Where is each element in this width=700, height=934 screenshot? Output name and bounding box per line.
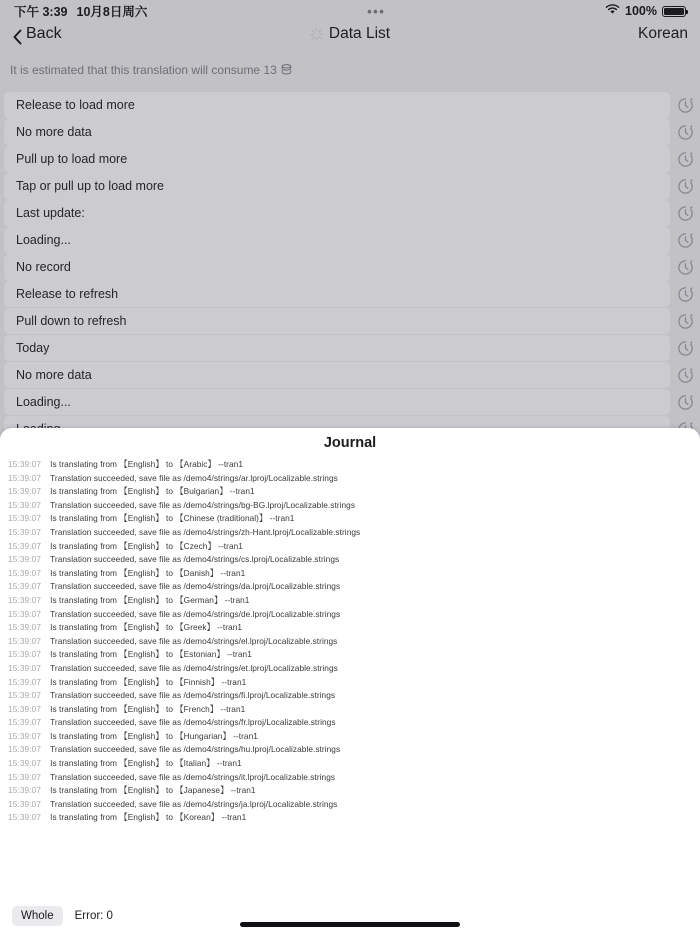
journal-log-message: Is translating from 【English】 to 【Danish】 --tran1 [50,567,246,578]
clock-history-icon[interactable] [670,313,700,330]
list-item-label: Release to load more [16,98,135,113]
journal-log-line [8,730,692,744]
list-item-card[interactable] [4,281,670,308]
journal-log-time: 15:39:07 [8,472,42,483]
journal-log-line [8,594,692,608]
battery-percentage: 100% [625,4,657,18]
journal-log-line [8,798,692,812]
clock-history-icon[interactable] [670,232,700,249]
list-item-card[interactable] [4,227,670,254]
journal-log-time: 15:39:07 [8,622,42,633]
list-item[interactable] [0,254,700,281]
journal-log-line [8,716,692,730]
journal-log-message: Translation succeeded, save file as /demo4/strings/fr.lproj/Localizable.strings [50,717,336,728]
error-count-label: Error: 0 [74,910,113,922]
status-bar-right [605,4,686,18]
clock-history-icon[interactable] [670,151,700,168]
list-item-card[interactable] [4,119,670,146]
journal-footer [0,898,700,934]
estimate-text: It is estimated that this translation will consume 13 [10,63,277,77]
journal-log-time: 15:39:07 [8,798,42,809]
journal-log-time: 15:39:07 [8,785,42,796]
journal-log-line [8,689,692,703]
journal-log-line [8,472,692,486]
ellipsis-icon: ••• [367,3,386,19]
journal-log-time: 15:39:07 [8,730,42,741]
journal-log-message: Translation succeeded, save file as /demo4/strings/it.lproj/Localizable.strings [50,771,336,782]
journal-log-message: Is translating from 【English】 to 【Greek】 --tran1 [50,622,243,633]
journal-log-time: 15:39:07 [8,499,42,510]
journal-log-time: 15:39:07 [8,717,42,728]
journal-log-message: Is translating from 【English】 to 【Finnish】 --tran1 [50,676,247,687]
back-button[interactable] [12,25,62,43]
journal-log-line [8,608,692,622]
list-item[interactable] [0,119,700,146]
clock-history-icon[interactable] [670,340,700,357]
list-item-label: Release to refresh [16,287,119,302]
journal-log-time: 15:39:07 [8,486,42,497]
journal-log-line [8,635,692,649]
journal-sheet [0,428,700,934]
journal-log-line [8,553,692,567]
journal-log-time: 15:39:07 [8,744,42,755]
journal-log-line [8,784,692,798]
list-item-card[interactable] [4,92,670,119]
status-time: 下午 3:39 [14,5,68,19]
journal-log-message: Translation succeeded, save file as /demo4/strings/el.lproj/Localizable.strings [50,635,338,646]
list-item-label: Pull down to refresh [16,314,127,329]
journal-log-time: 15:39:07 [8,581,42,592]
clock-history-icon[interactable] [670,97,700,114]
list-item-card[interactable] [4,335,670,362]
list-item-card[interactable] [4,146,670,173]
journal-log-time: 15:39:07 [8,554,42,565]
journal-log-time: 15:39:07 [8,540,42,551]
journal-log-message: Translation succeeded, save file as /demo4/strings/zh-Hant.lproj/Localizable.strings [50,526,361,537]
language-button[interactable]: Korean [638,25,688,42]
journal-log-message: Is translating from 【English】 to 【Arabic】 --tran1 [50,459,243,469]
journal-log-message: Translation succeeded, save file as /demo4/strings/da.lproj/Localizable.strings [50,581,341,592]
journal-log-message: Is translating from 【English】 to 【German】 --tran1 [50,594,250,605]
journal-log-time: 15:39:07 [8,459,42,469]
journal-log-message: Translation succeeded, save file as /demo4/strings/hu.lproj/Localizable.strings [50,744,341,755]
journal-log-line [8,743,692,757]
list-item-label: No more data [16,368,92,383]
status-bar-left [14,2,147,20]
list-item-label: Pull up to load more [16,152,128,167]
journal-log-time: 15:39:07 [8,567,42,578]
page-title: Data List [328,25,391,42]
journal-log-line [8,512,692,526]
journal-log-time: 15:39:07 [8,676,42,687]
journal-log-line [8,676,692,690]
journal-log[interactable] [0,458,700,898]
list-item[interactable] [0,146,700,173]
journal-log-line [8,771,692,785]
journal-log-line [8,499,692,513]
journal-log-message: Is translating from 【English】 to 【Italian】 --tran1 [50,758,242,769]
journal-log-time: 15:39:07 [8,594,42,605]
navigation-title-group [0,25,700,43]
journal-log-line [8,458,692,472]
list-item-card[interactable] [4,254,670,281]
journal-log-message: Is translating from 【English】 to 【Korean】 --tran1 [50,812,247,823]
list-item[interactable] [0,362,700,389]
journal-log-message: Translation succeeded, save file as /demo4/strings/cs.lproj/Localizable.strings [50,554,340,565]
list-item-label: No more data [16,125,92,140]
journal-log-message: Is translating from 【English】 to 【French】 --tran1 [50,703,246,714]
list-item[interactable] [0,308,700,335]
journal-log-message: Translation succeeded, save file as /demo4/strings/ja.lproj/Localizable.strings [50,798,338,809]
journal-log-message: Translation succeeded, save file as /demo4/strings/ar.lproj/Localizable.strings [50,472,338,483]
journal-log-time: 15:39:07 [8,662,42,673]
journal-log-time: 15:39:07 [8,608,42,619]
journal-log-line [8,540,692,554]
status-date: 10月8日周六 [76,5,148,19]
list-item-label: No record [16,260,71,275]
list-item-card[interactable] [4,308,670,335]
journal-log-message: Translation succeeded, save file as /demo4/strings/bg-BG.lproj/Localizable.strings [50,499,356,510]
list-item-label: Tap or pull up to load more [16,179,165,194]
whole-button[interactable]: Whole [12,906,63,926]
journal-log-message: Is translating from 【English】 to 【Bulgarian】 --tran1 [50,486,255,497]
list-item-card[interactable] [4,389,670,416]
list-item-label: Last update: [16,206,85,221]
journal-log-time: 15:39:07 [8,649,42,660]
list-item[interactable] [0,389,700,416]
activity-spinner-icon [310,28,323,41]
journal-log-time: 15:39:07 [8,526,42,537]
clock-history-icon[interactable] [670,178,700,195]
journal-log-time: 15:39:07 [8,812,42,823]
chevron-left-icon [12,29,23,40]
journal-log-line [8,567,692,581]
journal-log-message: Translation succeeded, save file as /demo4/strings/fi.lproj/Localizable.strings [50,690,336,701]
list-item-card[interactable] [4,200,670,227]
clock-history-icon[interactable] [670,286,700,303]
status-bar-center [147,5,605,18]
journal-log-message: Translation succeeded, save file as /demo4/strings/et.lproj/Localizable.strings [50,662,338,673]
journal-log-message: Is translating from 【English】 to 【Estonian】 --tran1 [50,649,252,660]
list-item[interactable] [0,335,700,362]
battery-icon [662,6,686,17]
clock-history-icon[interactable] [670,259,700,276]
journal-log-time: 15:39:07 [8,758,42,769]
journal-log-line [8,811,692,825]
list-item[interactable] [0,92,700,119]
journal-log-time: 15:39:07 [8,771,42,782]
status-bar [0,0,700,22]
journal-log-message: Is translating from 【English】 to 【Japanese】 --tran1 [50,785,256,796]
wifi-icon [605,4,620,18]
journal-log-message: Is translating from 【English】 to 【Hungarian】 --tran1 [50,730,258,741]
journal-log-line [8,648,692,662]
journal-log-line [8,662,692,676]
list-item[interactable] [0,173,700,200]
journal-log-time: 15:39:07 [8,635,42,646]
estimate-banner [10,63,292,77]
journal-log-line [8,621,692,635]
list-item-card[interactable] [4,173,670,200]
journal-log-line [8,485,692,499]
journal-log-time: 15:39:07 [8,513,42,524]
journal-log-time: 15:39:07 [8,690,42,701]
list-item-label: Loading... [16,233,71,248]
journal-log-message: Is translating from 【English】 to 【Czech】 --tran1 [50,540,243,551]
list-item-label: Today [16,341,50,356]
back-button-label: Back [26,25,62,42]
clock-history-icon[interactable] [670,367,700,384]
clock-history-icon[interactable] [670,124,700,141]
database-icon [281,64,292,76]
list-item[interactable] [0,200,700,227]
journal-log-line [8,703,692,717]
clock-history-icon[interactable] [670,394,700,411]
journal-log-message: Translation succeeded, save file as /demo4/strings/de.lproj/Localizable.strings [50,608,341,619]
list-item[interactable] [0,227,700,254]
home-indicator[interactable] [240,922,460,927]
journal-log-line [8,526,692,540]
journal-log-time: 15:39:07 [8,703,42,714]
journal-log-line [8,580,692,594]
list-item[interactable] [0,281,700,308]
navigation-bar [0,22,700,46]
list-item-card[interactable] [4,362,670,389]
journal-title: Journal [323,435,377,451]
clock-history-icon[interactable] [670,205,700,222]
journal-log-message: Is translating from 【English】 to 【Chinese (traditional)】 --tran1 [50,513,295,524]
list-item-label: Loading... [16,395,71,410]
journal-log-line [8,757,692,771]
